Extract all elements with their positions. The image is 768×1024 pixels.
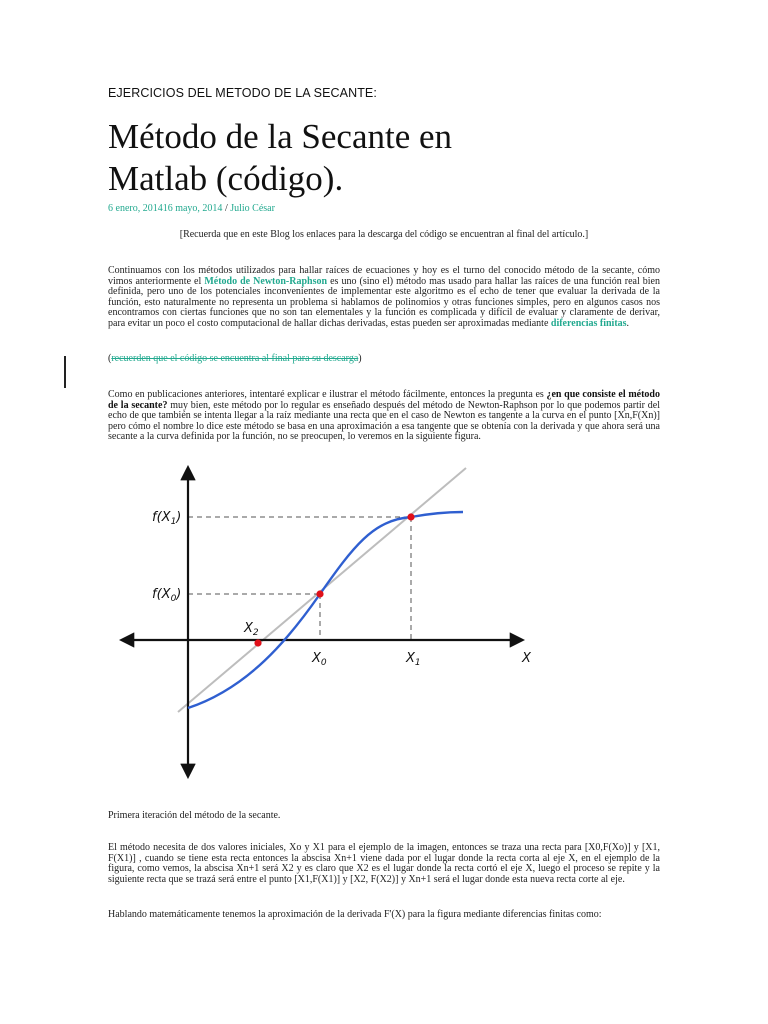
article-meta — [108, 203, 275, 214]
newton-raphson-link[interactable]: Método de Newton-Raphson — [204, 275, 328, 287]
intro-text-1: Continuamos con los métodos utilizados para hallar raíces de ecuaciones y hoy es el turno del conocido método de la secante, cómo vimos anteriormente el — [108, 265, 660, 287]
explain-text-2: muy bien, este método por lo regular es enseñado después del método de Newton-Raphson por lo que podemos partir del echo de que también se intenta llegar a la raíz mediante una recta que en el caso de Newton es tangente a la curva en el punto [Xn,F(Xn)] pero cómo el nombre lo dice este método se basa en una aproximación a esa tangente que se obtenía con la derivada y que ahora será una secante a la curva definida por la función, no se preocupen, lo veremos en la siguiente figura. — [108, 399, 660, 442]
code-download-note — [108, 353, 362, 364]
point-x0 — [316, 590, 323, 597]
finite-differences-link[interactable]: diferencias finitas — [550, 317, 627, 329]
paren-close: ) — [358, 353, 362, 364]
intro-text-3: . — [626, 317, 630, 329]
label-fx1: $f(X_1)$ — [152, 510, 182, 527]
explain-question: ¿en que consiste el método de la secante? — [108, 389, 660, 411]
text-cursor — [64, 356, 66, 388]
explain-paragraph — [108, 390, 660, 443]
article-kicker: EJERCICIOS DEL METODO DE LA SECANTE: — [108, 86, 377, 100]
post-date-link[interactable]: 6 enero, 201416 mayo, 2014 — [108, 203, 223, 214]
download-reminder: [Recuerda que en este Blog los enlaces para la descarga del código se encuentran al final del artículo.] — [179, 229, 589, 240]
explain-text-1: Como en publicaciones anteriores, intentaré explicar e ilustrar el método fácilmente, entonces la pregunta es — [108, 389, 547, 400]
figure-caption: Primera iteración del método de la secante. — [108, 810, 281, 821]
label-x2: $X_2$ — [244, 621, 259, 638]
method-paragraph: El método necesita de dos valores iniciales, Xo y X1 para el ejemplo de la imagen, entonces se traza una recta para [X0,F(Xo)] y [X1, F(X1)] , cuando se tiene esta recta entonces la abscisa Xn+1 viene dada por el lugar donde la recta corta al eje X, en el ejemplo de la figura, como vemos, la abscisa Xn+1 será X2 y es claro que X2 es el lugar donde la recta cortó el eje X, luego el proceso se repite y la siguiente recta que se trazá será entre el punto [X1,F(X1)] y [X2, F(X2)] y Xn+1 será el lugar donde esta nueva recta corte al eje. — [108, 842, 660, 885]
closing-paragraph: Hablando matemáticamente tenemos la aproximación de la derivada F'(X) para la figura mediante diferencias finitas como: — [108, 909, 602, 920]
article-title: Método de la Secante en Matlab (código). — [108, 117, 453, 198]
intro-paragraph — [108, 266, 660, 329]
label-x-axis: X — [522, 651, 531, 666]
point-x2 — [254, 639, 261, 646]
code-download-link[interactable]: recuerden que el código se encuentra al final para su descarga — [111, 353, 359, 364]
label-fx0: $f(X_0)$ — [152, 587, 182, 604]
intro-text-2: es uno (sino el) método mas usado para hallar las raíces de una función real bien definida, pero uno de los potenciales inconvenientes de implementar este algoritmo es el echo de tener que evaluar la derivada de la función, esto naturalmente no representa un problema si hablamos de polinomios y otras funciones simples, pero en algunos casos nos encontramos con ciertas funciones que no son tan elementales y la función es complicada y difícil de evaluar y claramente de derivar, para evitar un poco el costo computacional de hallar dichas derivadas, estas pueden ser aproximadas mediante — [108, 275, 660, 329]
meta-separator: / — [222, 203, 231, 214]
secant-method-figure — [108, 460, 548, 785]
label-x0: $X_0$ — [312, 651, 327, 668]
paren-open: ( — [108, 353, 112, 364]
function-curve — [188, 512, 463, 708]
point-x1 — [407, 513, 414, 520]
author-link[interactable]: Julio César — [230, 203, 275, 214]
label-x1: $X_1$ — [406, 651, 421, 668]
